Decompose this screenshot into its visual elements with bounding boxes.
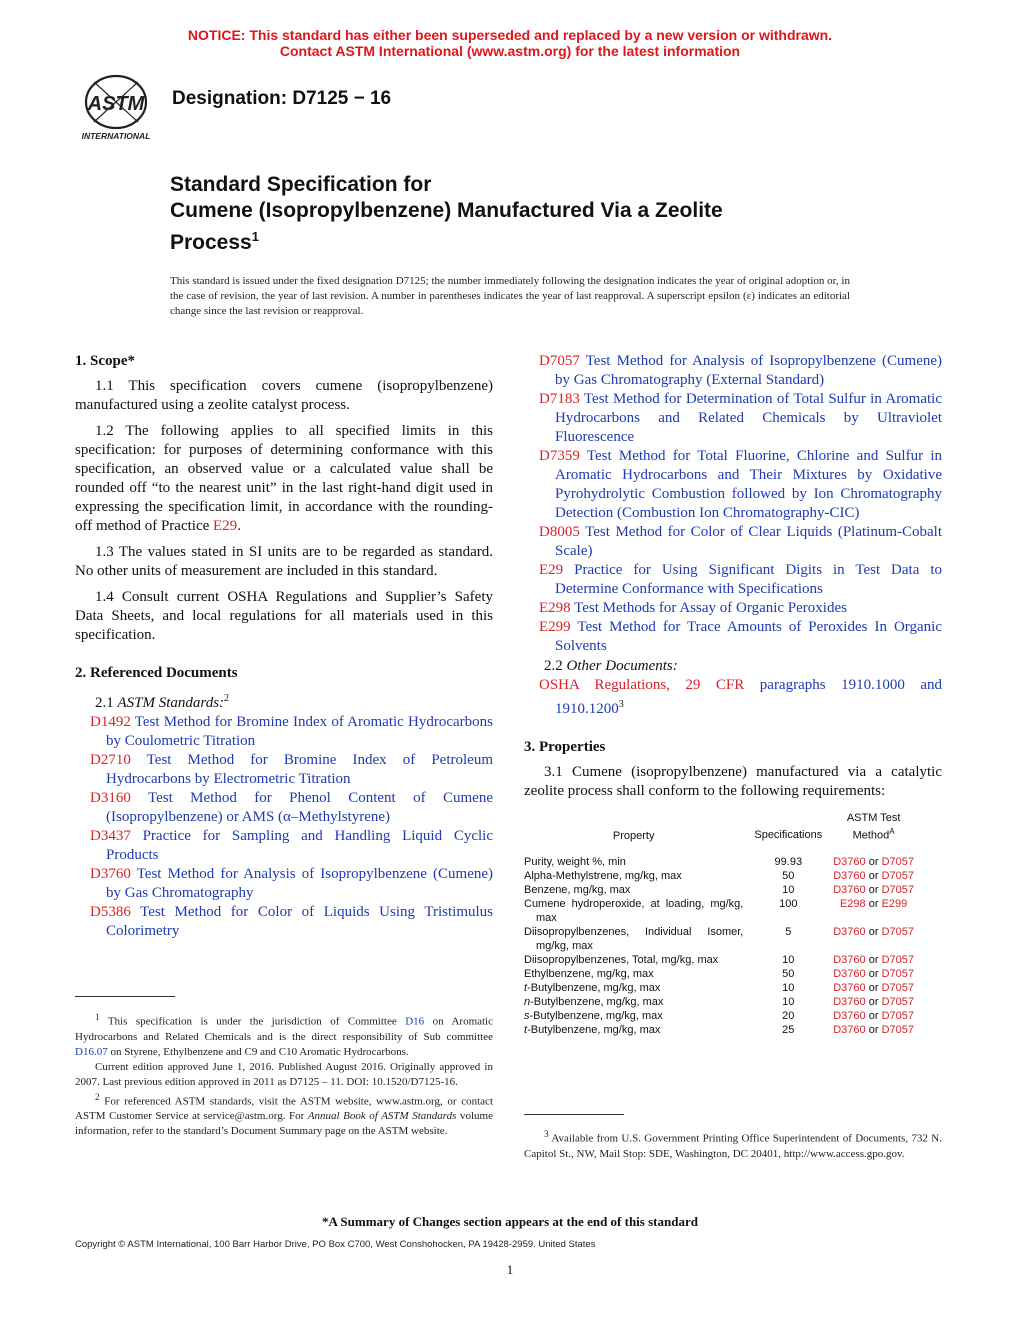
scope-p2: 1.2 The following applies to all specified limits in this specification: for purposes of determining conformance with this specification, an observed value or a calculated value shall be rounded off “to the nearest unit” in the last right-hand digit used in expressing the specification limit, in accordance with the rounding-off method of Practice E29. [75, 423, 493, 534]
d1607-link[interactable]: D16.07 [75, 1045, 108, 1058]
reference-item[interactable] [524, 390, 942, 447]
reference-code: D7359 [539, 448, 580, 464]
property-name: t-Butylbenzene, mg/kg, max [524, 981, 661, 994]
reference-item[interactable] [524, 561, 942, 599]
properties-row [524, 897, 914, 925]
reference-item[interactable] [524, 352, 942, 390]
reference-code: D5386 [90, 904, 131, 920]
property-spec: 25 [782, 1023, 795, 1036]
reference-title: Test Method for Analysis of Isopropylbenzene (Cumene) by Gas Chromatography (External Standard) [555, 353, 943, 388]
properties-p1: 3.1 Cumene (isopropylbenzene) manufactured via a catalytic zeolite process shall conform to the following requirements: [524, 764, 942, 799]
property-method: D3760 or D7057 [833, 967, 914, 980]
properties-heading: 3. Properties [524, 739, 606, 755]
logo-caption: INTERNATIONAL [81, 131, 151, 141]
footnote-1: $^1$ This specification is under the jurisdiction of Committee D16 on Aromatic Hydrocarbons and Related Chemicals and is the direct responsibility of Sub committee D16.07 on Styrene, Ethylbenzene and C9 and C10 Aromatic Hydrocarbons. [75, 1012, 493, 1058]
property-name: Ethylbenzene, mg/kg, max [524, 967, 654, 980]
property-spec: 50 [782, 967, 795, 980]
property-spec: 99.93 [774, 855, 803, 868]
reference-title: Test Method for Phenol Content of Cumene (Isopropylbenzene) or AMS (α–Methylstyrene) [106, 790, 493, 825]
title-footnote-mark: 1 [251, 229, 259, 244]
property-name: Diisopropylbenzenes, Individual Isomer, mg/kg, max [524, 925, 744, 952]
right-reference-list [524, 352, 942, 656]
reference-title: Test Methods for Assay of Organic Peroxides [574, 600, 847, 616]
right-footnotes [524, 1114, 942, 1162]
property-spec: 100 [779, 897, 798, 910]
reference-item[interactable] [524, 618, 942, 656]
reference-title: Test Method for Bromine Index of Petroleum Hydrocarbons by Electrometric Titration [106, 752, 493, 787]
summary-of-changes-note: *A Summary of Changes section appears at the end of this standard [322, 1214, 698, 1229]
reference-title: Test Method for Color of Clear Liquids (Platinum-Cobalt Scale) [555, 524, 942, 559]
reference-item[interactable] [524, 523, 942, 561]
left-footnotes [75, 996, 493, 1139]
property-name: t-Butylbenzene, mg/kg, max [524, 1023, 661, 1036]
notice-line-1: NOTICE: This standard has either been superseded and replaced by a new version or withdrawn. [187, 27, 833, 43]
left-column [75, 352, 493, 941]
title-line-3: Process$^1$ [170, 229, 259, 254]
footnote-1-edition: Current edition approved June 1, 2016. Published August 2016. Originally approved in 2007. Last previous edition approved in 2011 as D7125 – 11. DOI: 10.1520/D7125-16. [75, 1060, 493, 1088]
col-spec: Specifications [754, 828, 823, 841]
property-method: D3760 or D7057 [833, 995, 914, 1008]
property-method: D3760 or D7057 [833, 855, 914, 868]
property-method: E298 or E299 [839, 897, 908, 910]
reference-code: D7057 [539, 353, 580, 369]
page-number: 1 [506, 1262, 514, 1277]
reference-item[interactable] [524, 599, 942, 618]
astm-logo-icon [72, 72, 164, 144]
reference-title: Test Method for Determination of Total Sulfur in Aromatic Hydrocarbons and Related Chemicals by Ultraviolet Fluorescence [555, 391, 943, 445]
property-spec: 10 [782, 995, 795, 1008]
properties-row [524, 981, 914, 995]
notice-line-2[interactable]: Contact ASTM International (www.astm.org) for the latest information [279, 43, 741, 59]
scope-p3: 1.3 The values stated in SI units are to be regarded as standard. No other units of measurement are included in this standard. [75, 544, 493, 579]
property-method: D3760 or D7057 [833, 981, 914, 994]
title-line-2: Cumene (Isopropylbenzene) Manufactured Via a Zeolite [170, 199, 723, 222]
property-spec: 10 [782, 981, 795, 994]
properties-row [524, 953, 914, 967]
reference-code: D3160 [90, 790, 131, 806]
property-method: D3760 or D7057 [833, 883, 914, 896]
reference-title: Practice for Sampling and Handling Liquid Cyclic Products [106, 828, 493, 863]
properties-table [524, 811, 914, 1037]
property-method: D3760 or D7057 [833, 869, 914, 882]
property-spec: 10 [782, 953, 795, 966]
property-name: n-Butylbenzene, mg/kg, max [524, 995, 664, 1008]
reference-code: D1492 [90, 714, 131, 730]
reference-title: Test Method for Total Fluorine, Chlorine and Sulfur in Aromatic Hydrocarbons and Their Mixtures by Oxidative Pyrohydrolytic Combustion followed by Ion Chromatography Detection (Combustion Ion Chromatography-CIC) [555, 448, 942, 521]
left-reference-list [75, 713, 493, 941]
property-name: s-Butylbenzene, mg/kg, max [524, 1009, 663, 1022]
properties-row [524, 967, 914, 981]
footnote-3: $^3$ Available from U.S. Government Printing Office Superintendent of Documents, 732 N. Capitol St., NW, Mail Stop: SDE, Washington, DC 20401, http://www.access.gpo.gov. [524, 1129, 942, 1160]
designation: Designation: D7125 − 16 [172, 88, 392, 109]
property-method: D3760 or D7057 [833, 1009, 914, 1022]
referenced-heading: 2. Referenced Documents [75, 665, 238, 681]
reference-title: Test Method for Bromine Index of Aromatic Hydrocarbons by Coulometric Titration [106, 714, 493, 749]
col-method: ASTM Test Method$^A$ [846, 812, 901, 842]
property-method: D3760 or D7057 [833, 925, 914, 938]
reference-item[interactable] [75, 713, 493, 751]
reference-code: D7183 [539, 391, 580, 407]
logo-mark: ASTM [87, 93, 145, 115]
property-method: D3760 or D7057 [833, 953, 914, 966]
properties-row [524, 1023, 914, 1037]
intro-paragraph: This standard is issued under the fixed designation D7125; the number immediately following the designation indicates the year of original adoption or, in the case of revision, the year of last revision. A number in parentheses indicates the year of last reapproval. A superscript epsilon (ε) indicates an editorial change since the last revision or reapproval. [170, 275, 850, 317]
properties-row [524, 883, 914, 897]
property-spec: 50 [782, 869, 795, 882]
properties-row [524, 1009, 914, 1023]
reference-title: Test Method for Trace Amounts of Peroxides In Organic Solvents [555, 619, 942, 654]
property-name: Purity, weight %, min [524, 855, 626, 868]
reference-title: Test Method for Color of Liquids Using Tristimulus Colorimetry [106, 904, 493, 939]
property-method: D3760 or D7057 [833, 1023, 914, 1036]
astm-standards-label: 2.1 ASTM Standards:$^2$ [95, 693, 230, 711]
col-property: Property [612, 829, 655, 842]
property-name: Diisopropylbenzenes, Total, mg/kg, max [524, 953, 719, 966]
property-name: Alpha-Methylstrene, mg/kg, max [524, 869, 682, 882]
reference-title: Practice for Using Significant Digits in Test Data to Determine Conformance with Specifications [555, 562, 942, 597]
astm-logo [72, 72, 164, 144]
footnote-2: $^2$ For referenced ASTM standards, visit the ASTM website, www.astm.org, or contact ASTM Customer Service at service@astm.org. For Annual Book of ASTM Standards volume information, refer to the standard’s Document Summary page on the ASTM website. [75, 1091, 493, 1138]
footnote-rule [75, 996, 175, 997]
reference-code: D8005 [539, 524, 580, 540]
property-name: Benzene, mg/kg, max [524, 883, 631, 896]
reference-code: D3760 [90, 866, 131, 882]
reference-item[interactable] [75, 827, 493, 865]
copyright: Copyright © ASTM International, 100 Barr Harbor Drive, PO Box C700, West Conshohocken, PA 19428-2959. United States [75, 1239, 596, 1250]
property-spec: 5 [785, 925, 792, 938]
properties-row [524, 995, 914, 1009]
reference-item[interactable] [75, 903, 493, 941]
reference-item[interactable] [75, 751, 493, 789]
properties-table-header [524, 811, 914, 855]
reference-code: E298 [539, 600, 571, 616]
title-line-1: Standard Specification for [170, 173, 432, 196]
reference-item[interactable] [524, 447, 942, 523]
d16-link[interactable]: D16 [405, 1015, 425, 1028]
scope-p4: 1.4 Consult current OSHA Regulations and Supplier’s Safety Data Sheets, and local regulations for all materials used in this specification. [75, 589, 493, 643]
property-spec: 10 [782, 883, 795, 896]
other-documents-label: 2.2 Other Documents: [544, 658, 678, 674]
document-title [170, 172, 870, 256]
reference-item[interactable] [75, 789, 493, 827]
reference-code: D2710 [90, 752, 131, 768]
properties-row [524, 925, 914, 953]
scope-p1: 1.1 This specification covers cumene (isopropylbenzene) manufactured using a zeolite catalyst process. [75, 378, 493, 413]
reference-title: Test Method for Analysis of Isopropylbenzene (Cumene) by Gas Chromatography [106, 866, 494, 901]
footnote-rule-right [524, 1114, 624, 1115]
reference-code: E299 [539, 619, 571, 635]
osha-reference[interactable]: OSHA Regulations, 29 CFR paragraphs 1910.1000 and 1910.1200$^3$ [539, 677, 942, 717]
right-column [524, 352, 942, 1037]
scope-heading: 1. Scope* [75, 353, 135, 369]
e29-link[interactable]: E29 [213, 518, 238, 534]
reference-item[interactable] [75, 865, 493, 903]
reference-code: D3437 [90, 828, 131, 844]
property-name: Cumene hydroperoxide, at loading, mg/kg, max [524, 897, 744, 924]
reference-code: E29 [539, 562, 564, 578]
properties-row [524, 869, 914, 883]
properties-row [524, 855, 914, 869]
property-spec: 20 [782, 1009, 795, 1022]
